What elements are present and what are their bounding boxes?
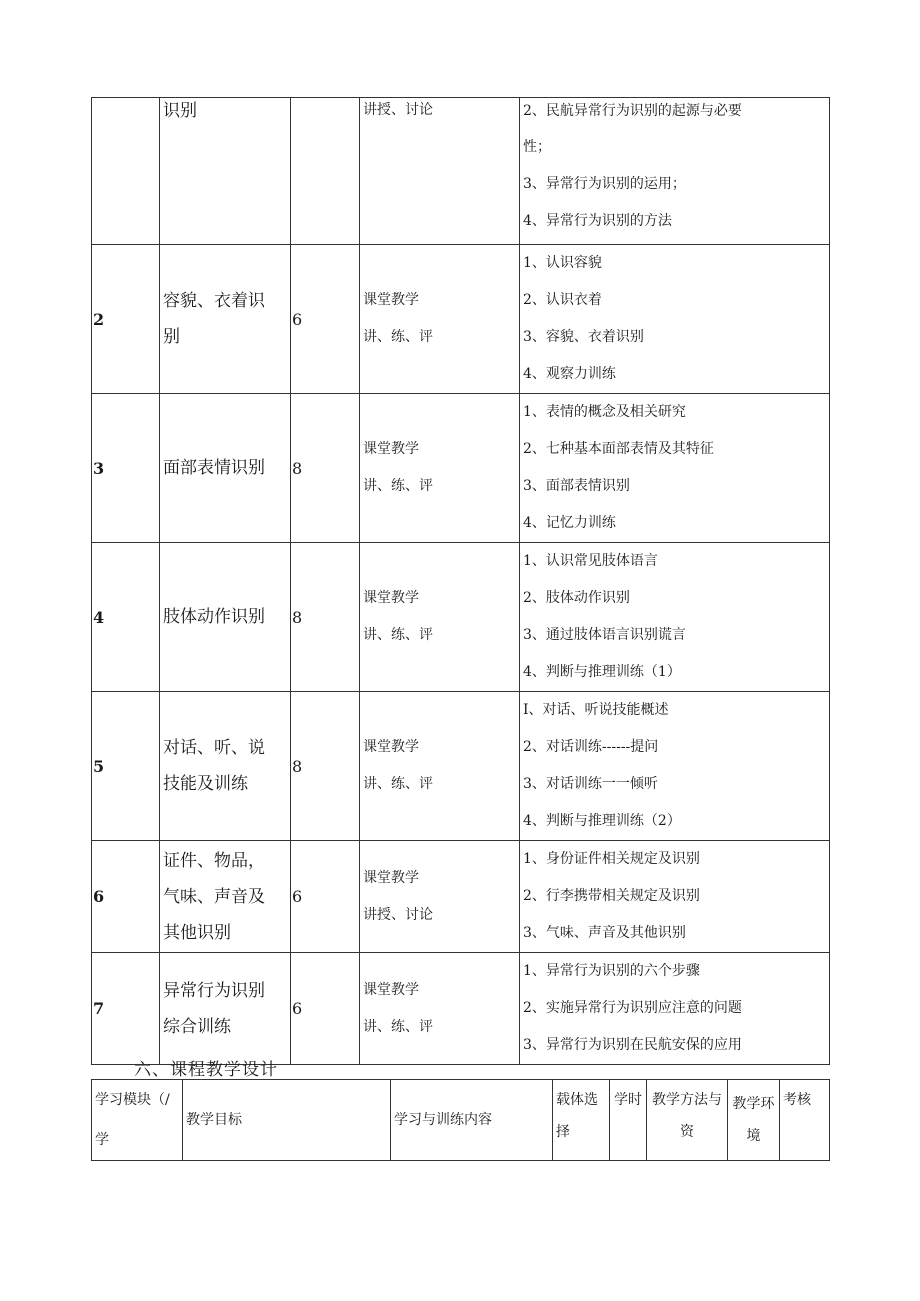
method-cell <box>360 841 520 953</box>
content-line: 4、判断与推理训练（2） <box>523 813 681 829</box>
content-line: I、对话、听说技能概述 <box>523 702 669 718</box>
module-name: 对话、听、说技能及训练 <box>160 692 291 841</box>
method-line: 讲、练、评 <box>363 627 433 643</box>
content-line: 3、对话训练一一倾听 <box>523 776 658 792</box>
content-line: 1、认识容貌 <box>523 255 602 271</box>
method-cell <box>360 394 520 543</box>
header-carrier: 载体选择 <box>553 1080 610 1161</box>
content-line: 3、面部表情识别 <box>523 478 630 494</box>
row-number: 5 <box>92 692 160 841</box>
content-line: 2、七种基本面部表情及其特征 <box>523 441 714 457</box>
content-line: 2、认识衣着 <box>523 292 602 308</box>
content-line: 4、判断与推理训练（1） <box>523 664 681 680</box>
row-number: 6 <box>92 841 160 953</box>
table-row <box>92 98 830 245</box>
method-line: 讲授、讨论 <box>363 906 433 923</box>
content-line: 2、民航异常行为识别的起源与必要 <box>523 103 742 119</box>
content-line: 3、通过肢体语言识别谎言 <box>523 627 686 643</box>
method-line: 课堂教学 <box>363 869 419 886</box>
row-number <box>92 98 160 245</box>
table-row <box>92 692 830 841</box>
content-cell <box>520 841 830 953</box>
content-line: 1、表情的概念及相关研究 <box>523 404 686 420</box>
header-objective: 教学目标 <box>183 1080 391 1161</box>
content-line: 3、异常行为识别的运用； <box>523 176 686 192</box>
method-line: 讲、练、评 <box>363 1018 433 1035</box>
content-line: 3、气味、声音及其他识别 <box>523 925 686 941</box>
content-line: 3、异常行为识别在民航安保的应用 <box>523 1037 742 1053</box>
content-line: 4、记忆力训练 <box>523 515 616 531</box>
method-line: 课堂教学 <box>363 739 419 755</box>
method-line: 讲授、讨论 <box>363 102 433 118</box>
method-cell <box>360 953 520 1065</box>
header-hours: 学时 <box>610 1080 647 1161</box>
row-number: 4 <box>92 543 160 692</box>
module-name: 容貌、衣着识别 <box>160 245 291 394</box>
hours-cell: 6 <box>291 841 360 953</box>
row-number: 3 <box>92 394 160 543</box>
header-environment: 教学环境 <box>728 1080 780 1161</box>
method-cell <box>360 692 520 841</box>
row-number: 7 <box>92 953 160 1065</box>
table-row <box>92 841 830 953</box>
content-line: 3、容貌、衣着识别 <box>523 329 644 345</box>
content-cell <box>520 98 830 245</box>
hours-cell: 6 <box>291 953 360 1065</box>
content-line: 1、异常行为识别的六个步骤 <box>523 963 700 979</box>
row-number: 2 <box>92 245 160 394</box>
method-line: 课堂教学 <box>363 441 419 457</box>
content-line: 2、行李携带相关规定及识别 <box>523 888 700 904</box>
module-name: 识别 <box>160 98 291 245</box>
method-cell <box>360 543 520 692</box>
content-cell <box>520 953 830 1065</box>
header-assessment: 考核 <box>780 1080 830 1161</box>
module-name: 肢体动作识别 <box>160 543 291 692</box>
content-line: 4、观察力训练 <box>523 366 616 382</box>
hours-cell: 8 <box>291 543 360 692</box>
table-row <box>92 245 830 394</box>
content-line: 2、实施异常行为识别应注意的问题 <box>523 1000 742 1016</box>
method-cell <box>360 245 520 394</box>
method-line: 讲、练、评 <box>363 776 433 792</box>
header-content: 学习与训练内容 <box>391 1080 553 1161</box>
hours-cell <box>291 98 360 245</box>
header-module: 学习模块（/学 <box>92 1080 183 1161</box>
table-header-row <box>92 1080 830 1161</box>
header-method: 教学方法与资 <box>647 1080 728 1161</box>
content-cell <box>520 245 830 394</box>
module-name: 面部表情识别 <box>160 394 291 543</box>
hours-cell: 8 <box>291 394 360 543</box>
method-cell <box>360 98 520 245</box>
hours-cell: 8 <box>291 692 360 841</box>
content-line: 4、异常行为识别的方法 <box>523 213 672 229</box>
content-line: 1、身份证件相关规定及识别 <box>523 851 700 867</box>
table-row <box>92 953 830 1065</box>
teaching-design-table <box>91 1079 830 1161</box>
method-line: 讲、练、评 <box>363 478 433 494</box>
table-row <box>92 543 830 692</box>
method-line: 课堂教学 <box>363 292 419 308</box>
content-line: 性； <box>523 139 551 155</box>
content-cell <box>520 394 830 543</box>
module-name: 异常行为识别综合训练 <box>160 953 291 1065</box>
content-line: 2、肢体动作识别 <box>523 590 630 606</box>
course-schedule-table <box>91 97 830 1065</box>
module-name: 证件、物品，气味、声音及其他识别 <box>160 841 291 953</box>
content-cell <box>520 692 830 841</box>
hours-cell: 6 <box>291 245 360 394</box>
method-line: 讲、练、评 <box>363 329 433 345</box>
content-line: 2、对话训练------提问 <box>523 739 659 755</box>
method-line: 课堂教学 <box>363 981 419 998</box>
content-cell <box>520 543 830 692</box>
section-heading: 六、课程教学设计 <box>134 1060 278 1080</box>
table-row <box>92 394 830 543</box>
content-line: 1、认识常见肢体语言 <box>523 553 658 569</box>
method-line: 课堂教学 <box>363 590 419 606</box>
